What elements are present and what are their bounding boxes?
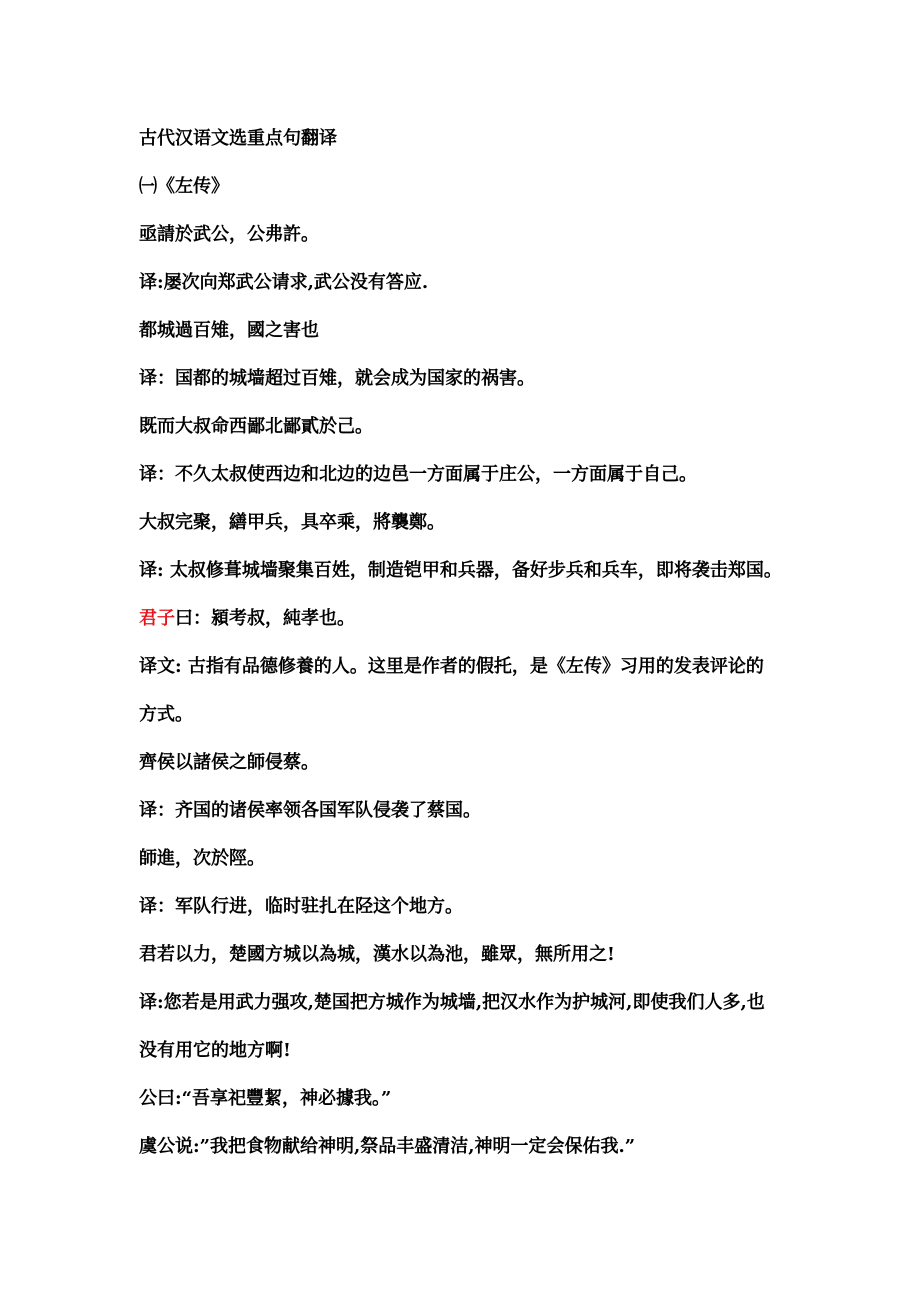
translation-line: 译: 太叔修葺城墙聚集百姓，制造铠甲和兵器，备好步兵和兵车，即将袭击郑国。: [139, 560, 782, 581]
source-sentence: 師進，次於陘。: [139, 848, 265, 869]
source-sentence-text: 曰：潁考叔，純孝也。: [175, 608, 355, 629]
translation-line: 译:屡次向郑武公请求,武公没有答应.: [139, 272, 429, 293]
translation-line-continued: 没有用它的地方啊!: [139, 1040, 291, 1061]
source-sentence: [139, 607, 799, 631]
translation-line: 译：军队行进，临时驻扎在陉这个地方。: [139, 896, 463, 917]
source-sentence: 亟請於武公，公弗許。: [139, 224, 319, 245]
source-sentence: 齊侯以諸侯之師侵蔡。: [139, 752, 319, 773]
source-sentence: 大叔完聚，繕甲兵，具卒乘，將襲鄭。: [139, 512, 445, 533]
document-title: 古代汉语文选重点句翻译: [139, 128, 337, 149]
translation-line: 译：不久太叔使西边和北边的边邑一方面属于庄公，一方面属于自己。: [139, 464, 697, 485]
translation-line: 虞公说:”我把食物献给神明,祭品丰盛清洁,神明一定会保佑我.”: [139, 1136, 636, 1157]
source-sentence: 都城過百雉，國之害也: [139, 320, 319, 341]
source-sentence: 公曰:“吾享祀豐絜，神必據我。”: [139, 1088, 392, 1109]
translation-line: 译：齐国的诸侯率领各国军队侵袭了蔡国。: [139, 800, 481, 821]
source-sentence: 既而大叔命西鄙北鄙貳於己。: [139, 416, 373, 437]
translation-line: 译:您若是用武力强攻,楚国把方城作为城墙,把汉水作为护城河,即使我们人多,也: [139, 992, 765, 1013]
highlighted-term: 君子: [139, 608, 175, 629]
section-heading: ㈠《左传》: [139, 176, 229, 197]
translation-line: 译：国都的城墙超过百雉，就会成为国家的祸害。: [139, 368, 535, 389]
source-sentence: 君若以力，楚國方城以為城，漢水以為池，雖眾，無所用之!: [139, 944, 615, 965]
translation-line-continued: 方式。: [139, 704, 193, 725]
translation-line: 译文: 古指有品德修養的人。这里是作者的假托，是《左传》习用的发表评论的: [139, 656, 764, 677]
